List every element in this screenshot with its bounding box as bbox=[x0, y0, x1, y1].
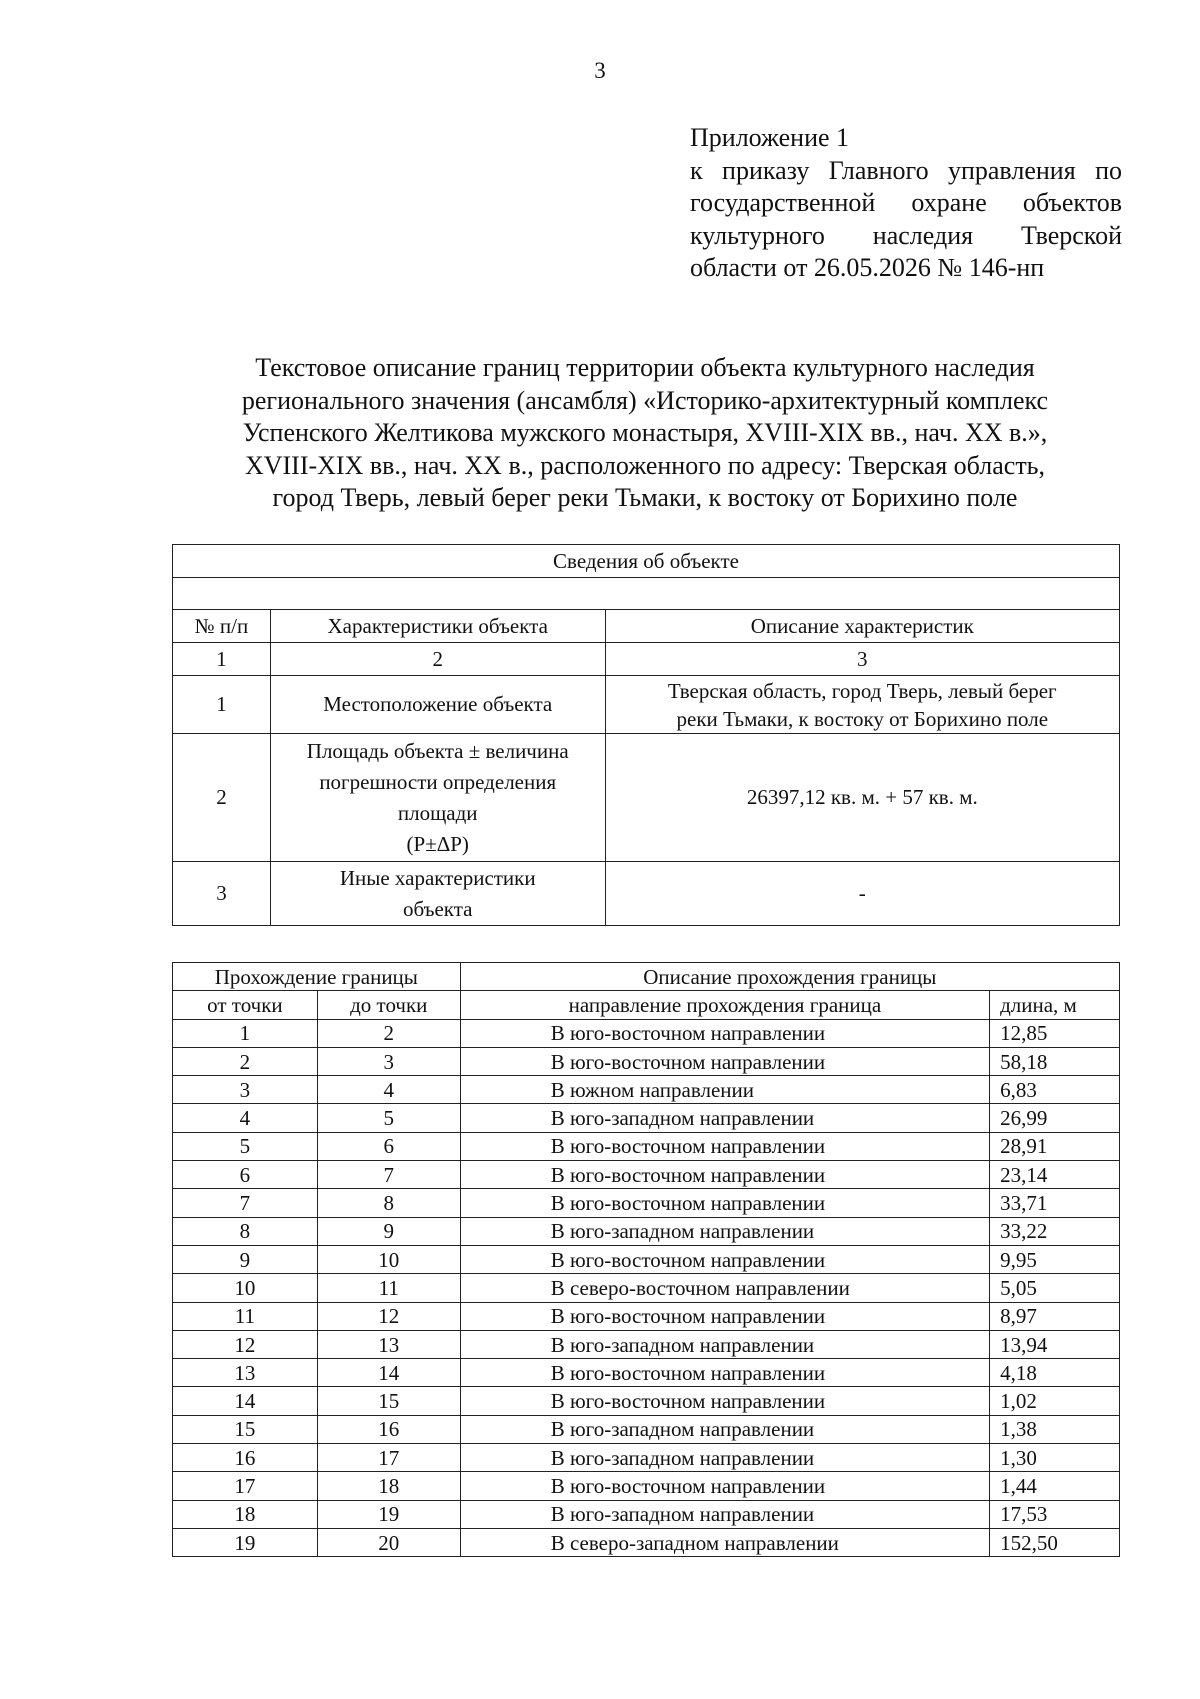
table-row bbox=[173, 1500, 1120, 1528]
appendix-line: Приложение 1 bbox=[690, 123, 850, 152]
page-number: 3 bbox=[594, 58, 606, 83]
direction-cell: В юго-восточном направлении bbox=[460, 1472, 989, 1500]
length-cell: 9,95 bbox=[990, 1245, 1120, 1273]
appendix-line: области от 26.05.2026 № 146-нп bbox=[690, 253, 1045, 282]
direction-cell: В юго-восточном направлении bbox=[460, 1132, 989, 1160]
length-cell: 5,05 bbox=[990, 1274, 1120, 1302]
appendix-block bbox=[690, 122, 1122, 285]
direction-cell: В юго-восточном направлении bbox=[460, 1047, 989, 1075]
table-row bbox=[173, 1387, 1120, 1415]
table-row bbox=[173, 1161, 1120, 1189]
direction-cell: В юго-западном направлении bbox=[460, 1444, 989, 1472]
length-cell: 33,71 bbox=[990, 1189, 1120, 1217]
length-cell: 1,44 bbox=[990, 1472, 1120, 1500]
characteristic-line: объекта bbox=[402, 896, 473, 921]
table-row bbox=[173, 1359, 1120, 1387]
point-from: 17 bbox=[173, 1472, 318, 1500]
point-from: 8 bbox=[173, 1217, 318, 1245]
table-row bbox=[173, 1047, 1120, 1075]
point-to: 5 bbox=[317, 1104, 460, 1132]
point-from: 19 bbox=[173, 1528, 318, 1556]
description-line: 26397,12 кв. м. + 57 кв. м. bbox=[746, 785, 978, 809]
header-description: Описание прохождения границы bbox=[460, 963, 1119, 991]
row-characteristic bbox=[270, 676, 605, 734]
point-to: 4 bbox=[317, 1076, 460, 1104]
point-from: 12 bbox=[173, 1330, 318, 1358]
length-cell: 6,83 bbox=[990, 1076, 1120, 1104]
title-line: Текстовое описание границ территории объекта культурного наследия bbox=[255, 353, 1035, 382]
direction-cell: В южном направлении bbox=[460, 1076, 989, 1104]
point-to: 15 bbox=[317, 1387, 460, 1415]
direction-cell: В юго-восточном направлении bbox=[460, 1302, 989, 1330]
header-characteristic: Характеристики объекта bbox=[270, 610, 605, 643]
table-row bbox=[173, 1274, 1120, 1302]
point-to: 2 bbox=[317, 1019, 460, 1047]
table-row bbox=[173, 1132, 1120, 1160]
row-num: 3 bbox=[173, 862, 271, 926]
point-to: 13 bbox=[317, 1330, 460, 1358]
point-from: 18 bbox=[173, 1500, 318, 1528]
point-from: 4 bbox=[173, 1104, 318, 1132]
point-from: 16 bbox=[173, 1444, 318, 1472]
point-from: 13 bbox=[173, 1359, 318, 1387]
characteristic-line: Площадь объекта ± величина bbox=[306, 738, 569, 763]
table-row bbox=[173, 1245, 1120, 1273]
length-cell: 23,14 bbox=[990, 1161, 1120, 1189]
table-row bbox=[173, 1189, 1120, 1217]
direction-cell: В юго-восточном направлении bbox=[460, 1245, 989, 1273]
characteristic-line: Местоположение объекта bbox=[323, 692, 553, 716]
table-row bbox=[173, 1415, 1120, 1443]
point-to: 12 bbox=[317, 1302, 460, 1330]
subheader-length: длина, м bbox=[990, 991, 1120, 1019]
point-to: 9 bbox=[317, 1217, 460, 1245]
title-line: город Тверь, левый берег реки Тьмаки, к востоку от Борихино поле bbox=[272, 483, 1018, 512]
point-to: 19 bbox=[317, 1500, 460, 1528]
length-cell: 58,18 bbox=[990, 1047, 1120, 1075]
point-from: 14 bbox=[173, 1387, 318, 1415]
direction-cell: В юго-западном направлении bbox=[460, 1330, 989, 1358]
row-characteristic bbox=[270, 862, 605, 926]
direction-cell: В юго-восточном направлении bbox=[460, 1189, 989, 1217]
length-cell: 13,94 bbox=[990, 1330, 1120, 1358]
title-line: регионального значения (ансамбля) «Историко-архитектурный комплекс bbox=[241, 385, 1049, 415]
row-description bbox=[605, 676, 1119, 734]
length-cell: 8,97 bbox=[990, 1302, 1120, 1330]
point-from: 7 bbox=[173, 1189, 318, 1217]
table-row bbox=[173, 1302, 1120, 1330]
empty-row bbox=[173, 578, 1120, 610]
length-cell: 17,53 bbox=[990, 1500, 1120, 1528]
length-cell: 1,38 bbox=[990, 1415, 1120, 1443]
point-to: 16 bbox=[317, 1415, 460, 1443]
direction-cell: В юго-западном направлении bbox=[460, 1104, 989, 1132]
object-info-table bbox=[172, 544, 1120, 926]
point-to: 6 bbox=[317, 1132, 460, 1160]
direction-cell: В юго-западном направлении bbox=[460, 1217, 989, 1245]
point-from: 10 bbox=[173, 1274, 318, 1302]
point-to: 18 bbox=[317, 1472, 460, 1500]
point-to: 8 bbox=[317, 1189, 460, 1217]
column-number: 3 bbox=[605, 643, 1119, 676]
row-description bbox=[605, 734, 1119, 862]
characteristic-line: (P±ΔP) bbox=[406, 831, 469, 856]
point-to: 10 bbox=[317, 1245, 460, 1273]
point-from: 3 bbox=[173, 1076, 318, 1104]
appendix-line: культурного наследия Тверской bbox=[690, 220, 1122, 250]
border-rows bbox=[173, 1019, 1120, 1557]
point-to: 7 bbox=[317, 1161, 460, 1189]
direction-cell: В юго-восточном направлении bbox=[460, 1019, 989, 1047]
appendix-line: государственной охране объектов bbox=[690, 188, 1122, 217]
table-row bbox=[173, 734, 1120, 862]
direction-cell: В юго-восточном направлении bbox=[460, 1359, 989, 1387]
object-info-caption: Сведения об объекте bbox=[173, 545, 1120, 578]
border-passage-table bbox=[172, 962, 1120, 1557]
characteristic-line: погрешности определения bbox=[319, 769, 557, 794]
length-cell: 28,91 bbox=[990, 1132, 1120, 1160]
length-cell: 12,85 bbox=[990, 1019, 1120, 1047]
point-to: 11 bbox=[317, 1274, 460, 1302]
length-cell: 1,02 bbox=[990, 1387, 1120, 1415]
point-to: 14 bbox=[317, 1359, 460, 1387]
row-characteristic bbox=[270, 734, 605, 862]
characteristic-line: площади bbox=[397, 800, 478, 825]
direction-cell: В северо-западном направлении bbox=[460, 1528, 989, 1556]
table-row bbox=[173, 1217, 1120, 1245]
point-to: 17 bbox=[317, 1444, 460, 1472]
row-description bbox=[605, 862, 1119, 926]
length-cell: 4,18 bbox=[990, 1359, 1120, 1387]
point-from: 9 bbox=[173, 1245, 318, 1273]
point-from: 6 bbox=[173, 1161, 318, 1189]
table-row bbox=[173, 1076, 1120, 1104]
characteristic-line: Иные характеристики bbox=[339, 865, 536, 890]
direction-cell: В юго-западном направлении bbox=[460, 1500, 989, 1528]
description-line: Тверская область, город Тверь, левый берег bbox=[667, 678, 1057, 703]
direction-cell: В северо-восточном направлении bbox=[460, 1274, 989, 1302]
direction-cell: В юго-восточном направлении bbox=[460, 1161, 989, 1189]
direction-cell: В юго-западном направлении bbox=[460, 1415, 989, 1443]
point-from: 11 bbox=[173, 1302, 318, 1330]
subheader-direction: направление прохождения граница bbox=[460, 991, 989, 1019]
header-num: № п/п bbox=[173, 610, 271, 643]
point-from: 2 bbox=[173, 1047, 318, 1075]
table-row bbox=[173, 1104, 1120, 1132]
table-row bbox=[173, 1528, 1120, 1556]
appendix-line: к приказу Главного управления по bbox=[690, 155, 1122, 185]
point-from: 5 bbox=[173, 1132, 318, 1160]
table-row bbox=[173, 1472, 1120, 1500]
row-num: 2 bbox=[173, 734, 271, 862]
subheader-from: от точки bbox=[173, 991, 318, 1019]
point-to: 3 bbox=[317, 1047, 460, 1075]
document-title bbox=[160, 352, 1130, 515]
table-row bbox=[173, 1019, 1120, 1047]
table-row bbox=[173, 1330, 1120, 1358]
table-row bbox=[173, 1444, 1120, 1472]
title-line: Успенского Желтикова мужского монастыря, XVIII-XIX вв., нач. XX в.», bbox=[242, 418, 1048, 447]
column-number: 1 bbox=[173, 643, 271, 676]
header-passage: Прохождение границы bbox=[173, 963, 461, 991]
direction-cell: В юго-восточном направлении bbox=[460, 1387, 989, 1415]
length-cell: 26,99 bbox=[990, 1104, 1120, 1132]
description-line: - bbox=[858, 881, 866, 905]
length-cell: 33,22 bbox=[990, 1217, 1120, 1245]
title-line: XVIII-XIX вв., нач. XX в., расположенного по адресу: Тверская область, bbox=[244, 450, 1046, 480]
point-from: 15 bbox=[173, 1415, 318, 1443]
subheader-to: до точки bbox=[317, 991, 460, 1019]
point-from: 1 bbox=[173, 1019, 318, 1047]
header-description: Описание характеристик bbox=[605, 610, 1119, 643]
length-cell: 1,30 bbox=[990, 1444, 1120, 1472]
point-to: 20 bbox=[317, 1528, 460, 1556]
table-row bbox=[173, 676, 1120, 734]
column-number: 2 bbox=[270, 643, 605, 676]
row-num: 1 bbox=[173, 676, 271, 734]
description-line: реки Тьмаки, к востоку от Борихино поле bbox=[676, 706, 1049, 731]
length-cell: 152,50 bbox=[990, 1528, 1120, 1556]
table-row bbox=[173, 862, 1120, 926]
